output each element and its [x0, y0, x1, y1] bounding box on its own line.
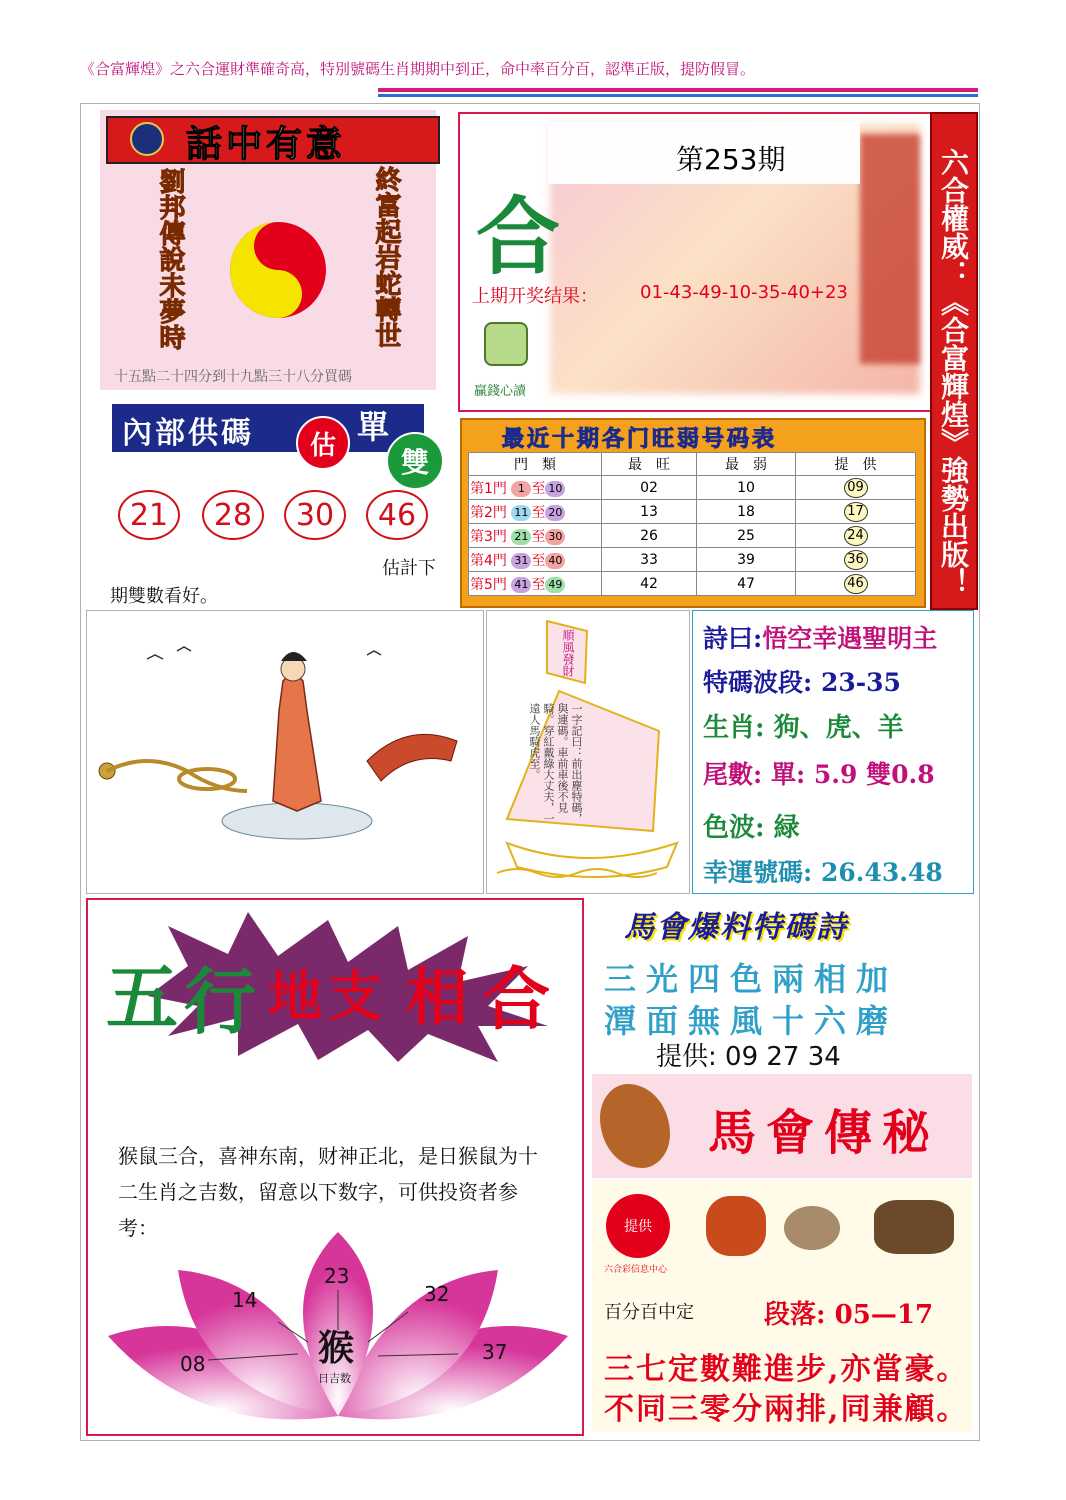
gate-from: 41 [511, 577, 531, 593]
info-center-seal [606, 1194, 670, 1258]
cold-cell: 39 [697, 548, 796, 572]
col-header: 最 弱 [697, 453, 796, 476]
hot-cell: 42 [602, 572, 697, 596]
lotus-number: 14 [232, 1288, 258, 1312]
range-row [764, 1294, 933, 1331]
verse2: 不同三零分兩排,同兼顧。 [604, 1392, 969, 1427]
supply-number: 28 [202, 490, 264, 540]
seal-sub: 提供 [624, 1219, 652, 1235]
gate-from: 1 [511, 481, 531, 497]
range-value: 05—17 [834, 1300, 934, 1330]
tail-row [703, 755, 935, 791]
issue-panel [458, 112, 932, 412]
badge-double [386, 432, 444, 490]
lotus-number: 23 [324, 1264, 350, 1288]
poem-text: 悟空幸遇聖明主 [762, 624, 938, 653]
club-poem-line2: 潭面無風十六磨 [604, 1002, 899, 1040]
hot-cell: 13 [602, 500, 697, 524]
badge-guess [296, 416, 350, 470]
col-header: 最 旺 [602, 453, 697, 476]
hot-cell: 02 [602, 476, 697, 500]
wave-label: 特碼波段: [703, 668, 813, 697]
badge-double-text: 雙 [400, 446, 429, 479]
issue-red-swatch [860, 134, 920, 364]
cold-cell: 47 [697, 572, 796, 596]
info-panel [692, 610, 974, 894]
gate-to-word: 至 [531, 552, 546, 569]
gate-from: 31 [511, 553, 531, 569]
range-label: 段落: [764, 1300, 826, 1330]
last-result-label: 上期开奖结果： [472, 286, 598, 307]
gate-to: 49 [545, 577, 565, 593]
pick-cell: 17 [844, 502, 868, 522]
title-char: 合 [482, 960, 551, 1040]
right-verse: 終富起岩蛇轉世 [371, 166, 401, 348]
gate-table-header [469, 453, 916, 476]
sayings-panel [100, 110, 436, 390]
money-hand-icon [484, 322, 528, 366]
supply-number: 30 [284, 490, 346, 540]
lotus-number: 37 [482, 1340, 508, 1364]
sail-panel [486, 610, 690, 894]
gate-to: 20 [545, 505, 565, 521]
seal-text: 六合彩信息中心 [604, 1265, 668, 1275]
cold-cell: 10 [697, 476, 796, 500]
tail-label: 尾數: [703, 760, 763, 789]
club-poem-title: 馬會爆料特碼詩 [624, 910, 848, 945]
gate-to-word: 至 [531, 504, 546, 521]
gate-to-word: 至 [531, 528, 546, 545]
gate-table-title: 最近十期各门旺弱号码表 [502, 426, 778, 452]
pick-cell: 36 [844, 550, 868, 570]
title-char: 行 [184, 959, 257, 1044]
gate-from: 11 [511, 505, 531, 521]
tail-single-value: 5.9 [813, 760, 858, 789]
col-header: 門 類 [469, 453, 602, 476]
yin-yang-icon [228, 220, 328, 320]
gate-to-word: 至 [531, 480, 546, 497]
zodiac-value: 狗、虎、羊 [773, 713, 904, 743]
banner-text: 《合富輝煌》之六合運財準確奇高，特別號碼生肖期期中到正，命中率百分百，認準正版，提防假冒。 [80, 60, 756, 78]
gate-to: 30 [545, 529, 565, 545]
table-row [469, 572, 916, 596]
five-elements-paragraph: 猴鼠三合，喜神东南，财神正北，是日猴鼠为十二生肖之吉数，留意以下数字，可供投资者参考： [118, 1144, 538, 1240]
banner-rule-blue [378, 94, 978, 97]
title-char: 相 [406, 961, 469, 1034]
gate-from: 21 [511, 529, 531, 545]
lucky-row [703, 853, 943, 889]
club-provide-value: 09 27 34 [725, 1042, 841, 1072]
logo-char: 合 [476, 187, 561, 286]
side-banner [930, 112, 978, 610]
poem-label: 詩曰: [703, 624, 763, 653]
hot-cell: 26 [602, 524, 697, 548]
wave-value: 23-35 [820, 668, 901, 697]
gate-to: 10 [545, 481, 565, 497]
lotus-number: 08 [180, 1352, 206, 1376]
guarantee-text: 百分百中定 [604, 1302, 694, 1323]
supply-number: 46 [366, 490, 428, 540]
internal-title: 內部供碼 [122, 416, 254, 451]
left-verse: 劉邦傳說未夢時 [155, 168, 185, 350]
lotus-number: 32 [424, 1282, 450, 1306]
sail-flag: 順風發財 [561, 629, 575, 677]
title-char: 地 [268, 964, 322, 1028]
badge-guess-text: 估 [309, 430, 336, 461]
banner-rule-red [378, 88, 978, 92]
club-secret-header [592, 1074, 972, 1178]
gate-to-word: 至 [531, 576, 546, 593]
sail-poem: 一字記曰：前出塵特碼，與連碼。車前車後不見騎。穿紅戴綠大丈夫，一遠人馬騎虎至。 [528, 703, 583, 824]
side-banner-text: 六合權威：《合富輝煌》強勢出版！ [937, 148, 970, 596]
supply-note-line2: 期雙數看好。 [110, 586, 218, 607]
club-poem-line1: 三光四色兩相加 [604, 960, 899, 998]
cold-cell: 18 [697, 500, 796, 524]
zodiac-label: 生肖: [703, 713, 765, 743]
lucky-label: 幸運號碼: [703, 858, 813, 887]
sayings-title: 話中有意 [186, 123, 347, 165]
pick-cell: 09 [844, 478, 868, 498]
color-value: 緑 [773, 813, 800, 843]
horse-head-icon [600, 1084, 670, 1168]
color-row [703, 807, 800, 844]
club-secret-body [592, 1180, 972, 1432]
issue-label: 第253期 [676, 143, 786, 176]
pick-cell: 46 [844, 574, 868, 594]
sayings-logo-icon [130, 122, 164, 156]
rabbit-icon [784, 1206, 840, 1250]
gate-name: 第5門 [470, 576, 507, 593]
gate-to: 40 [545, 553, 565, 569]
sayings-footer: 十五點二十四分到十九點三十八分買碼 [114, 369, 352, 385]
table-row [469, 548, 916, 572]
gate-table [468, 452, 916, 596]
club-provide-row [656, 1036, 841, 1073]
supply-note-line1: 估計下 [382, 558, 436, 579]
illustration-panel [86, 610, 484, 894]
pick-cell: 24 [844, 526, 868, 546]
tip-label: 贏錢心讀 [474, 384, 527, 399]
badge-single-text: 單 [356, 408, 389, 446]
tail-single: 單: [770, 760, 806, 789]
table-row [469, 524, 916, 548]
sailboat-illustration [487, 611, 689, 893]
lotus-sub: 日吉数 [318, 1372, 351, 1385]
horse-icon [874, 1200, 954, 1254]
verse1: 三七定數難進步,亦當豪。 [604, 1352, 969, 1387]
top-banner [80, 58, 990, 79]
table-row [469, 476, 916, 500]
table-row [469, 500, 916, 524]
gate-name: 第1門 [470, 480, 507, 497]
gate-name: 第3門 [470, 528, 507, 545]
gate-name: 第2門 [470, 504, 507, 521]
lucky-value: 26.43.48 [820, 858, 943, 887]
hot-cell: 33 [602, 548, 697, 572]
color-label: 色波: [703, 813, 765, 843]
five-elements-panel [86, 898, 584, 1436]
cold-cell: 25 [697, 524, 796, 548]
title-char: 五 [106, 955, 179, 1040]
wave-row [703, 663, 901, 699]
gate-table-panel [460, 418, 926, 608]
club-provide-label: 提供: [656, 1042, 717, 1072]
supply-number: 21 [118, 490, 180, 540]
tail-double-value: 0.8 [891, 760, 935, 789]
zodiac-row [703, 707, 904, 744]
last-result-value: 01-43-49-10-35-40+23 [640, 282, 848, 303]
poem-row [703, 619, 937, 655]
club-secret-title: 馬會傳秘 [708, 1105, 941, 1161]
club-poem-panel [592, 898, 972, 1070]
legend-illustration [87, 611, 483, 893]
lotus-center: 猴 [318, 1327, 355, 1369]
col-header: 提 供 [796, 453, 916, 476]
rooster-icon [706, 1196, 766, 1256]
title-char: 支 [328, 964, 382, 1028]
tail-double: 雙 [866, 760, 892, 789]
gate-name: 第4門 [470, 552, 507, 569]
